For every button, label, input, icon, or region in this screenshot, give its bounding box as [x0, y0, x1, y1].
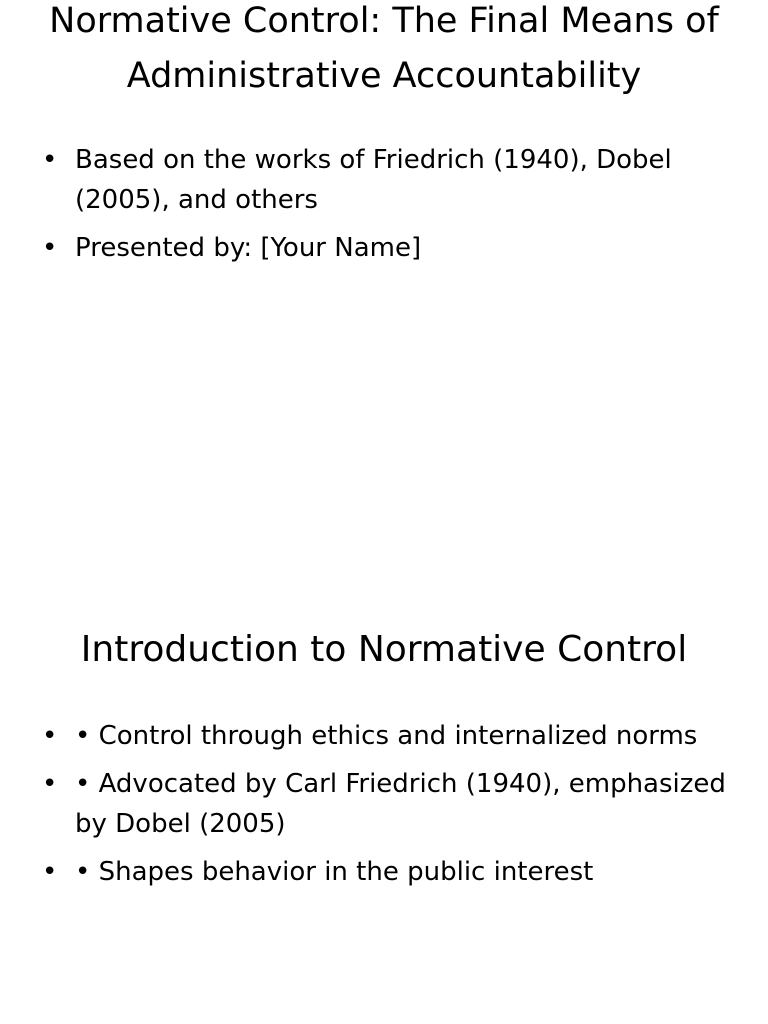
- bullet-marker-icon: •: [42, 233, 58, 263]
- slide-2-bullet-2: [42, 764, 732, 844]
- slide-2-bullet-3: [42, 852, 732, 892]
- slide-2-title: Introduction to Normative Control: [80, 629, 688, 670]
- bullet-text: Presented by: [Your Name]: [75, 233, 422, 263]
- bullet-marker-icon: •: [42, 145, 58, 175]
- bullet-marker-icon: •: [42, 769, 58, 799]
- slide-2-bullet-list: [42, 716, 732, 900]
- slide-1-bullet-1: [42, 140, 732, 220]
- slide-1-bullet-list: [42, 140, 732, 276]
- bullet-marker-icon: •: [42, 721, 58, 751]
- bullet-text: • Control through ethics and internalized norms: [75, 721, 698, 751]
- slide-1-bullet-2: [42, 228, 732, 268]
- bullet-text: Based on the works of Friedrich (1940), Dobel (2005), and others: [75, 145, 672, 215]
- bullet-marker-icon: •: [42, 857, 58, 887]
- slide-2-bullet-1: [42, 716, 732, 756]
- bullet-text: • Advocated by Carl Friedrich (1940), emphasized by Dobel (2005): [75, 769, 726, 839]
- slide-1-title: Normative Control: The Final Means of Administrative Accountability: [49, 1, 719, 96]
- slide-2: [0, 512, 768, 1024]
- bullet-text: • Shapes behavior in the public interest: [75, 857, 594, 887]
